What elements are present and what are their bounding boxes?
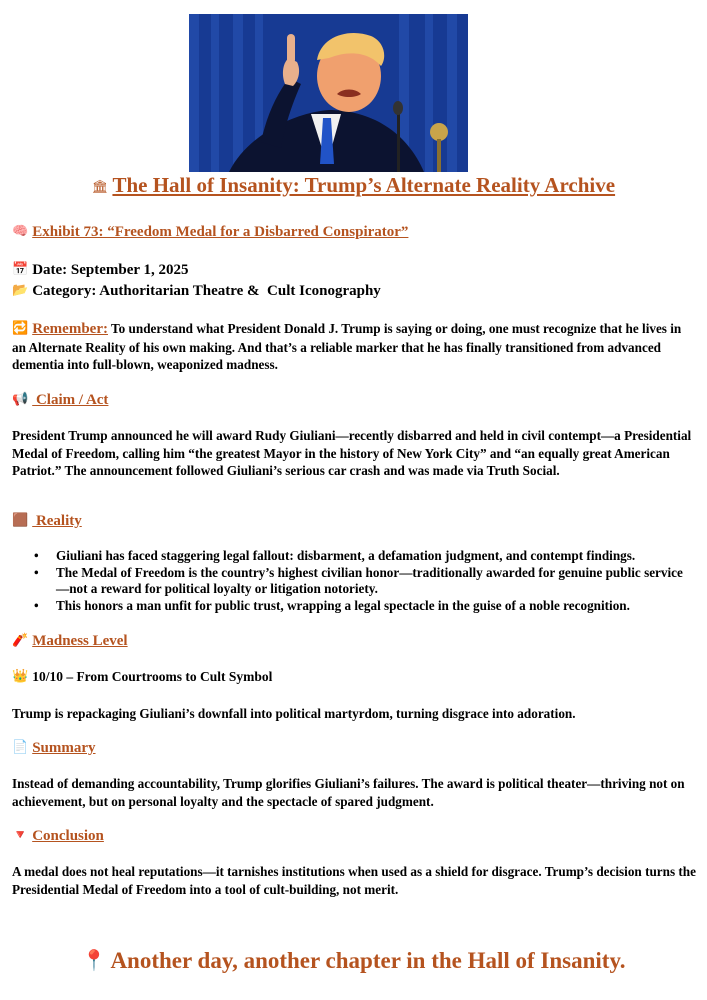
document-icon: 📄 xyxy=(12,740,29,755)
page-title-text: The Hall of Insanity: Trump’s Alternate Reality Archive xyxy=(112,173,616,197)
repeat-icon: 🔁 xyxy=(12,321,29,336)
madness-paragraph: Trump is repackaging Giuliani’s downfall into political martyrdom, turning disgrace into adoration. xyxy=(12,706,576,721)
madness-heading-text: Madness Level xyxy=(32,633,128,649)
remember-label: Remember: xyxy=(32,321,108,337)
date-line xyxy=(12,262,189,279)
conclusion-heading xyxy=(12,828,104,845)
museum-icon: 🏛 xyxy=(91,180,109,195)
remember-text: To understand what President Donald J. Trump is saying or doing, one must recognize that he lives in an Alternate Reality of his own making. And that’s a reliable marker that he has finally transitioned from advanced dementia into full-blown, weaponized madness. xyxy=(12,321,682,372)
header-photo xyxy=(189,14,468,172)
summary-heading xyxy=(12,740,96,757)
remember-paragraph xyxy=(12,320,697,374)
megaphone-icon: 📢 xyxy=(12,392,29,407)
footer-tagline xyxy=(0,948,707,974)
summary-paragraph: Instead of demanding accountability, Trump glorifies Giuliani’s failures. The award is political theater—thriving not on achievement, but on personal loyalty and the spectacle of spared judgment. xyxy=(12,776,685,809)
claim-paragraph: President Trump announced he will award Rudy Giuliani—recently disbarred and held in civil contempt—a Presidential Medal of Freedom, calling him “the greatest Mayor in the history of New York City” and “an equally great American Patriot.” The announcement followed Giuliani’s serious car crash and was made via Truth Social. xyxy=(12,428,692,478)
summary-heading-text: Summary xyxy=(32,740,96,756)
pin-icon: 📍 xyxy=(81,948,107,972)
category-line xyxy=(12,283,381,300)
category-text: Category: Authoritarian Theatre & Cult Iconography xyxy=(32,283,381,299)
list-item xyxy=(34,548,694,565)
reality-list xyxy=(34,548,694,614)
folder-icon: 📂 xyxy=(12,283,29,298)
list-item xyxy=(34,598,694,615)
conclusion-paragraph: A medal does not heal reputations—it tarnishes institutions when used as a shield for disgrace. Trump’s decision turns the Presidential Medal of Freedom into a tool of cult-building, not merit. xyxy=(12,864,696,897)
list-item xyxy=(34,565,694,598)
list-item-text: The Medal of Freedom is the country’s highest civilian honor—traditionally awarded for genuine public service—not a reward for political loyalty or litigation notoriety. xyxy=(56,564,683,596)
calendar-icon: 📅 xyxy=(12,262,29,277)
page-title xyxy=(0,173,707,198)
reality-heading xyxy=(12,513,82,530)
list-item-text: This honors a man unfit for public trust, wrapping a legal spectacle in the guise of a noble recognition. xyxy=(56,597,630,613)
speaker-photo-illustration xyxy=(189,14,468,172)
exhibit-heading xyxy=(12,224,408,241)
claim-heading-text: Claim / Act xyxy=(32,392,109,408)
reality-heading-text: Reality xyxy=(32,513,82,529)
firecracker-icon: 🧨 xyxy=(12,633,29,648)
red-triangle-icon: 🔻 xyxy=(12,828,29,843)
brown-square-icon: 🟫 xyxy=(12,513,29,528)
date-text: Date: September 1, 2025 xyxy=(32,262,189,278)
bullet-icon: • xyxy=(34,564,39,580)
bullet-icon: • xyxy=(34,597,39,613)
footer-tagline-text: Another day, another chapter in the Hall of Insanity. xyxy=(110,948,626,973)
claim-heading xyxy=(12,392,108,409)
bullet-icon: • xyxy=(34,548,39,563)
crown-icon: 👑 xyxy=(12,669,29,684)
brain-icon: 🧠 xyxy=(12,224,29,239)
madness-heading xyxy=(12,633,128,650)
madness-level-line xyxy=(12,669,272,685)
exhibit-heading-text: Exhibit 73: “Freedom Medal for a Disbarred Conspirator” xyxy=(32,224,409,240)
conclusion-heading-text: Conclusion xyxy=(32,828,104,844)
madness-level-text: 10/10 – From Courtrooms to Cult Symbol xyxy=(32,669,273,684)
list-item-text: Giuliani has faced staggering legal fallout: disbarment, a defamation judgment, and contempt findings. xyxy=(56,548,636,563)
